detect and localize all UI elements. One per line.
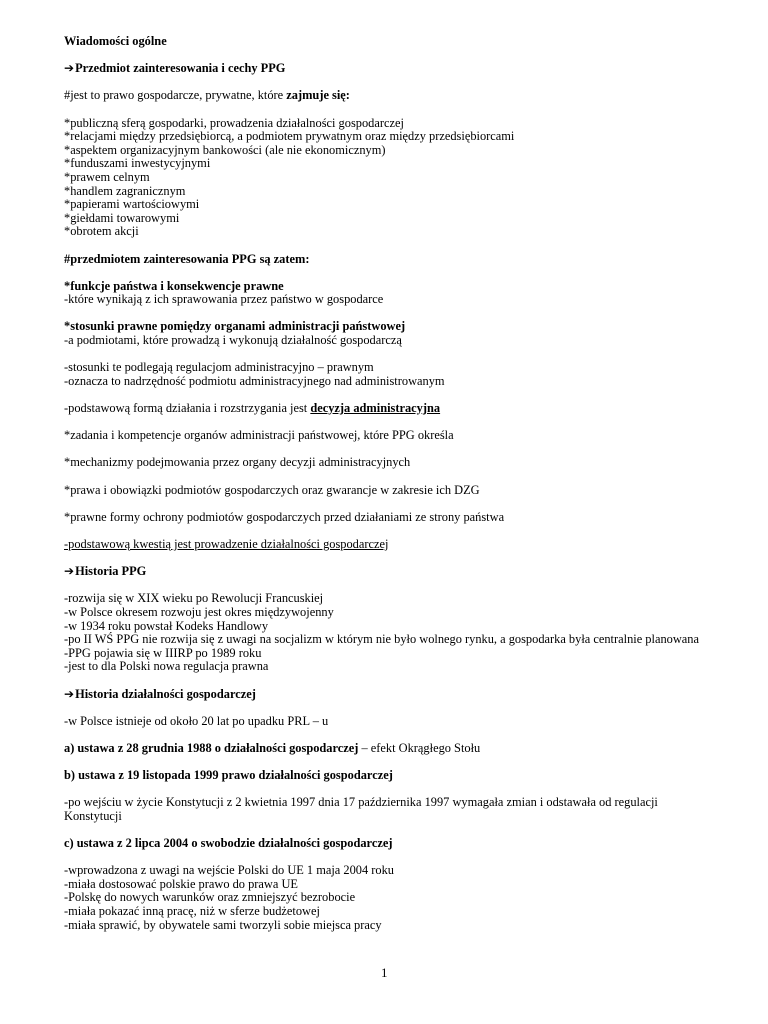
list-item: *funduszami inwestycyjnymi <box>64 156 211 171</box>
section-heading-business-history <box>64 688 744 702</box>
act-title: a) ustawa z 28 grudnia 1988 o działalności gospodarczej <box>64 740 359 755</box>
arrow-right-icon: ➔ <box>64 564 75 579</box>
list-item: -rozwija się w XIX wieku po Rewolucji Francuskiej <box>64 591 324 606</box>
point-text-part: -podstawową formą działania i rozstrzygania jest <box>64 401 311 416</box>
act-note: – efekt Okrągłego Stołu <box>358 740 481 755</box>
list-item: *handlem zagranicznym <box>64 183 186 198</box>
page-title: Wiadomości ogólne <box>64 34 167 48</box>
act-c-list <box>64 864 744 932</box>
page-number: 1 <box>381 965 388 980</box>
list-item: -Polskę do nowych warunków oraz zmniejszyć bezrobocie <box>64 890 356 905</box>
point-text: Konstytucji <box>64 808 122 823</box>
list-item: *obrotem akcji <box>64 224 139 239</box>
section-heading-text: Historia PPG <box>75 564 147 579</box>
point-text: *mechanizmy podejmowania przez organy decyzji administracyjnych <box>64 455 411 470</box>
point-text: -a podmiotami, które prowadzą i wykonują działalność gospodarczą <box>64 333 402 348</box>
point-text: -które wynikają z ich sprawowania przez państwo w gospodarce <box>64 292 384 307</box>
emphasis-underlined: decyzja administracyjna <box>310 401 441 416</box>
point-text: *prawne formy ochrony podmiotów gospodarczych przed działaniami ze strony państwa <box>64 509 505 524</box>
list-item: -miała sprawić, by obywatele sami tworzyli sobie miejsca pracy <box>64 917 382 932</box>
point-text: *prawa i obowiązki podmiotów gospodarczych oraz gwarancje w zakresie ich DZG <box>64 482 480 497</box>
point-text: -stosunki te podlegają regulacjom administracyjno – prawnym <box>64 360 374 375</box>
list-item: -miała pokazać inną pracę, niż w sferze budżetowej <box>64 904 320 918</box>
section-heading-text: Historia działalności gospodarczej <box>75 686 256 701</box>
list-item: *relacjami między przedsiębiorcą, a podmiotem prywatnym oraz między przedsiębiorcami <box>64 129 515 144</box>
point-text: -po wejściu w życie Konstytucji z 2 kwietnia 1997 dnia 17 października 1997 wymagała zmian i odstawała od regulacji <box>64 795 658 810</box>
point-heading: *stosunki prawne pomiędzy organami administracji państwowej <box>64 319 406 334</box>
list-item: *giełdami towarowymi <box>64 210 180 225</box>
subject-list <box>64 117 744 239</box>
point-text: *zadania i kompetencje organów administracji państwowej, które PPG określa <box>64 428 454 443</box>
section-heading-subject <box>64 62 744 76</box>
key-note-underlined: -podstawową kwestią jest prowadzenie działalności gospodarczej <box>64 536 389 551</box>
list-item: -PPG pojawia się w IIIRP po 1989 roku <box>64 645 262 660</box>
list-item: -miała dostosować polskie prawo do prawa UE <box>64 876 298 891</box>
intro-paragraph <box>64 89 744 103</box>
list-item: -w 1934 roku powstał Kodeks Handlowy <box>64 618 269 633</box>
point-text <box>64 402 744 416</box>
subheading: #przedmiotem zainteresowania PPG są zatem: <box>64 251 310 266</box>
section-heading-history <box>64 565 744 579</box>
intro-emphasis: zajmuje się: <box>286 88 350 103</box>
arrow-right-icon: ➔ <box>64 61 75 76</box>
list-item: -jest to dla Polski nowa regulacja prawna <box>64 659 269 674</box>
list-item: -po II WŚ PPG nie rozwija się z uwagi na socjalizm w którym nie było wolnego rynku, a gospodarka była centralnie planowana <box>64 632 699 647</box>
section-heading-text: Przedmiot zainteresowania i cechy PPG <box>75 61 286 76</box>
list-item: -w Polsce okresem rozwoju jest okres międzywojenny <box>64 604 334 619</box>
document-body <box>64 35 744 932</box>
point-text: -w Polsce istnieje od około 20 lat po upadku PRL – u <box>64 713 329 728</box>
act-a <box>64 742 744 756</box>
list-item: *prawem celnym <box>64 169 150 184</box>
history-list <box>64 592 744 674</box>
list-item: -wprowadzona z uwagi na wejście Polski do UE 1 maja 2004 roku <box>64 863 394 878</box>
point-text: -oznacza to nadrzędność podmiotu administracyjnego nad administrowanym <box>64 373 445 388</box>
act-b: b) ustawa z 19 listopada 1999 prawo działalności gospodarczej <box>64 768 393 783</box>
list-item: *aspektem organizacyjnym bankowości (ale nie ekonomicznym) <box>64 142 386 157</box>
point-heading: *funkcje państwa i konsekwencje prawne <box>64 278 284 293</box>
intro-text: #jest to prawo gospodarcze, prywatne, które <box>64 88 287 103</box>
arrow-right-icon: ➔ <box>64 686 75 701</box>
act-c: c) ustawa z 2 lipca 2004 o swobodzie działalności gospodarczej <box>64 836 393 851</box>
list-item: *papierami wartościowymi <box>64 197 200 212</box>
list-item: *publiczną sferą gospodarki, prowadzenia działalności gospodarczej <box>64 115 404 130</box>
